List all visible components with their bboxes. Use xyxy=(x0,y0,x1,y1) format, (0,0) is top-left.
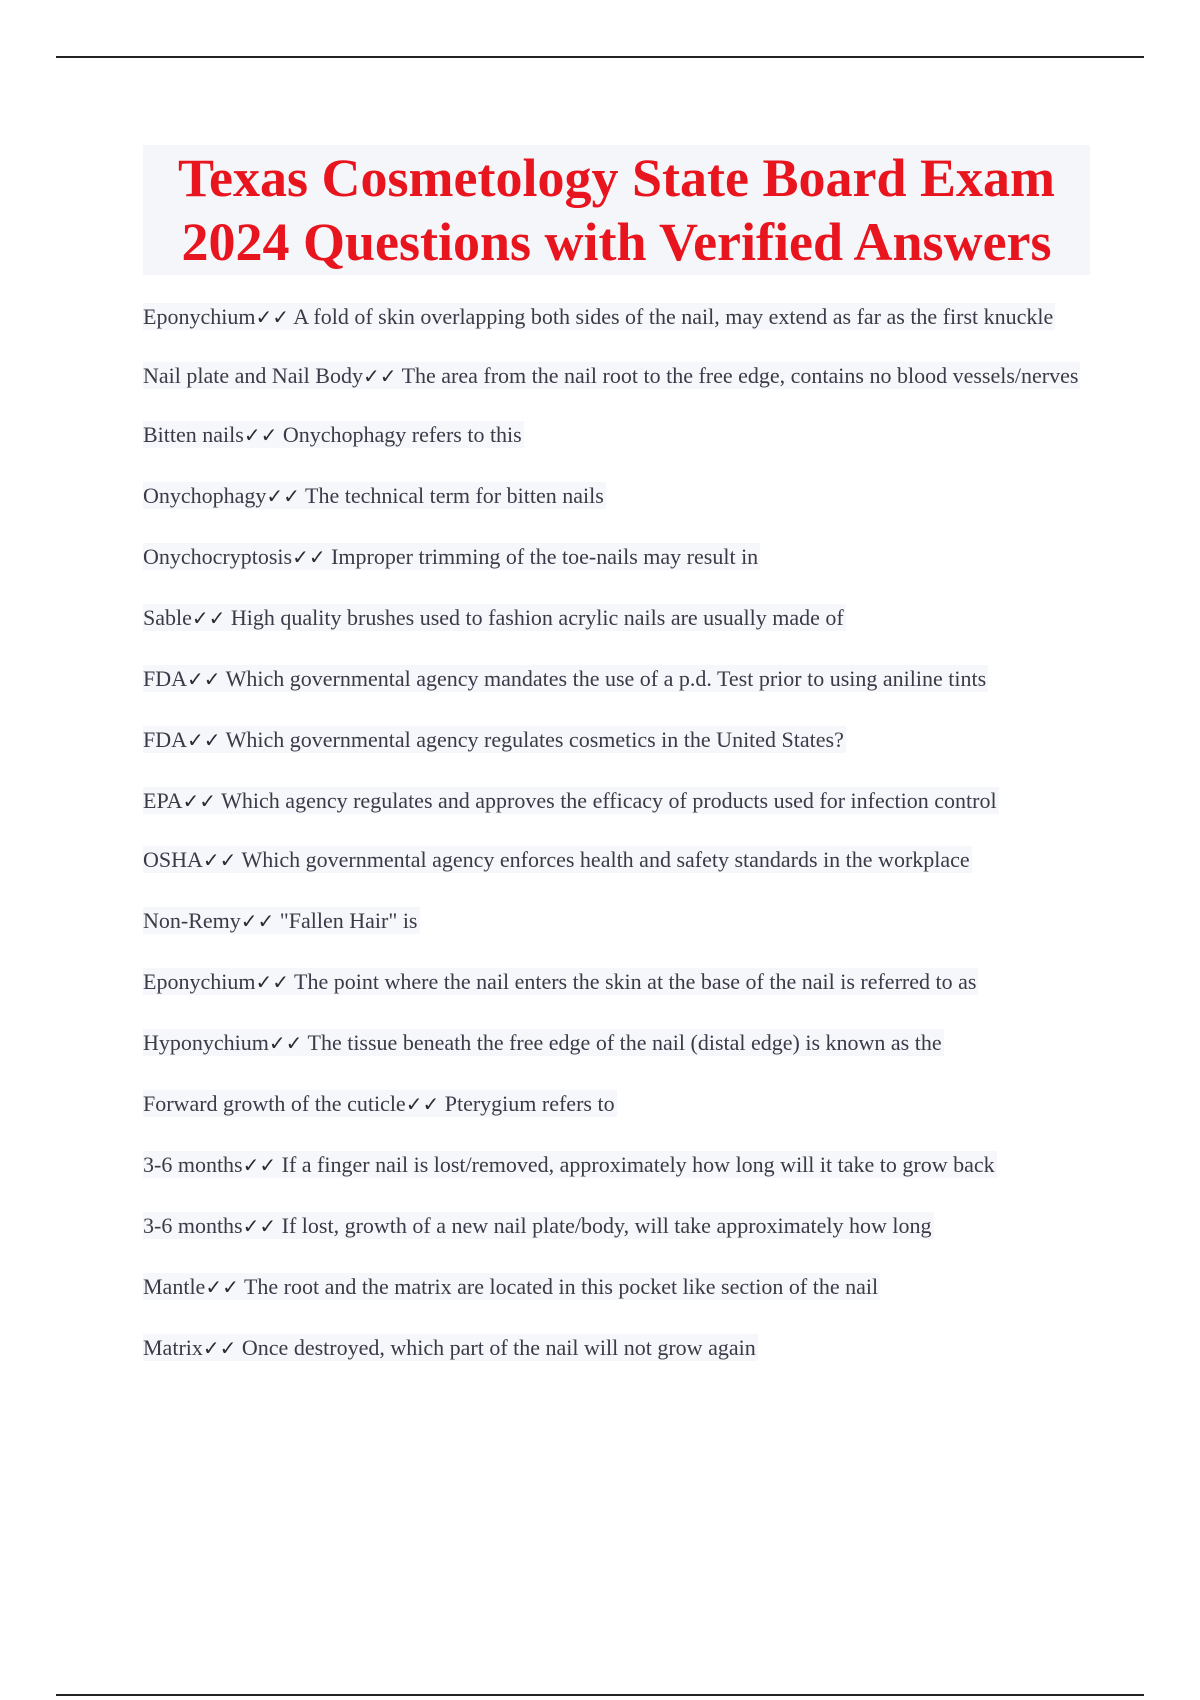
qa-item xyxy=(143,302,1083,332)
qa-item xyxy=(143,1333,1083,1363)
qa-term: EPA xyxy=(143,788,183,813)
qa-item-text xyxy=(143,543,760,570)
double-check-icon: ✓✓ xyxy=(255,305,289,329)
qa-item xyxy=(143,786,1083,816)
double-check-icon: ✓✓ xyxy=(362,364,397,388)
qa-item xyxy=(143,603,1083,633)
qa-item xyxy=(143,845,1083,875)
qa-item-text xyxy=(143,1090,617,1117)
qa-definition: Which governmental agency regulates cosmetics in the United States? xyxy=(220,727,844,752)
qa-definition: A fold of skin overlapping both sides of the nail, may extend as far as the first knuckle xyxy=(288,304,1054,329)
double-check-icon: ✓✓ xyxy=(243,423,278,447)
top-rule xyxy=(56,56,1144,58)
qa-item-text xyxy=(143,846,972,873)
document-title: Texas Cosmetology State Board Exam 2024 Questions with Verified Answers xyxy=(178,148,1055,272)
double-check-icon: ✓✓ xyxy=(182,789,217,813)
qa-item-text xyxy=(143,482,606,509)
qa-definition: The root and the matrix are located in this pocket like section of the nail xyxy=(238,1274,879,1299)
double-check-icon: ✓✓ xyxy=(205,1275,239,1299)
double-check-icon: ✓✓ xyxy=(242,1153,277,1177)
qa-term: 3-6 months xyxy=(143,1213,243,1238)
qa-term: 3-6 months xyxy=(143,1152,243,1177)
qa-item xyxy=(143,1272,1083,1302)
qa-item xyxy=(143,906,1083,936)
qa-definition: If lost, growth of a new nail plate/body, will take approximately how long xyxy=(276,1213,932,1238)
double-check-icon: ✓✓ xyxy=(187,728,221,752)
qa-item xyxy=(143,664,1083,694)
qa-item xyxy=(143,420,1083,450)
qa-item-text xyxy=(143,665,988,692)
qa-definition: Once destroyed, which part of the nail will not grow again xyxy=(236,1335,756,1360)
qa-term: Non-Remy xyxy=(143,908,241,933)
qa-definition: The technical term for bitten nails xyxy=(299,483,604,508)
qa-item xyxy=(143,1211,1083,1241)
qa-definition: Improper trimming of the toe-nails may result in xyxy=(325,544,759,569)
qa-definition: "Fallen Hair" is xyxy=(274,908,418,933)
qa-term: Hyponychium xyxy=(143,1030,269,1055)
double-check-icon: ✓✓ xyxy=(191,606,226,630)
qa-item-text xyxy=(143,421,524,448)
qa-definition: Which agency regulates and approves the efficacy of products used for infection control xyxy=(216,788,997,813)
qa-definition: Onychophagy refers to this xyxy=(277,422,522,447)
qa-definition: Which governmental agency mandates the use of a p.d. Test prior to using aniline tints xyxy=(220,666,987,691)
qa-item-text xyxy=(143,726,846,753)
qa-item xyxy=(143,361,1083,391)
qa-item xyxy=(143,542,1083,572)
double-check-icon: ✓✓ xyxy=(202,848,237,872)
qa-item-text xyxy=(143,1212,934,1239)
double-check-icon: ✓✓ xyxy=(292,545,326,569)
qa-item xyxy=(143,967,1083,997)
qa-list xyxy=(143,302,1083,1394)
qa-definition: High quality brushes used to fashion acrylic nails are usually made of xyxy=(225,605,844,630)
qa-term: Eponychium xyxy=(143,304,256,329)
qa-term: Sable xyxy=(143,605,192,630)
qa-definition: The tissue beneath the free edge of the nail (distal edge) is known as the xyxy=(302,1030,942,1055)
qa-term: Mantle xyxy=(143,1274,206,1299)
qa-item xyxy=(143,1150,1083,1180)
qa-term: Matrix xyxy=(143,1335,203,1360)
qa-item-text xyxy=(143,907,420,934)
qa-item xyxy=(143,1028,1083,1058)
qa-item-text xyxy=(143,362,1080,389)
qa-definition: Pterygium refers to xyxy=(439,1091,615,1116)
double-check-icon: ✓✓ xyxy=(240,909,275,933)
bottom-rule xyxy=(56,1694,1144,1696)
qa-item-text xyxy=(143,1151,997,1178)
qa-term: OSHA xyxy=(143,847,203,872)
double-check-icon: ✓✓ xyxy=(268,1031,303,1055)
title-banner xyxy=(143,145,1090,275)
qa-item xyxy=(143,1089,1083,1119)
qa-item xyxy=(143,725,1083,755)
double-check-icon: ✓✓ xyxy=(202,1336,237,1360)
double-check-icon: ✓✓ xyxy=(187,667,221,691)
qa-item-text xyxy=(143,1273,880,1300)
qa-item-text xyxy=(143,968,978,995)
qa-definition: Which governmental agency enforces health and safety standards in the workplace xyxy=(236,847,970,872)
double-check-icon: ✓✓ xyxy=(242,1214,277,1238)
qa-definition: If a finger nail is lost/removed, approximately how long will it take to grow back xyxy=(276,1152,995,1177)
qa-definition: The area from the nail root to the free edge, contains no blood vessels/nerves xyxy=(396,363,1079,388)
double-check-icon: ✓✓ xyxy=(266,484,300,508)
qa-term: FDA xyxy=(143,727,188,752)
qa-definition: The point where the nail enters the skin at the base of the nail is referred to as xyxy=(288,969,977,994)
qa-term: FDA xyxy=(143,666,188,691)
qa-item-text xyxy=(143,787,999,814)
qa-item-text xyxy=(143,604,846,631)
qa-term: Bitten nails xyxy=(143,422,244,447)
qa-term: Eponychium xyxy=(143,969,256,994)
qa-item xyxy=(143,481,1083,511)
qa-term: Nail plate and Nail Body xyxy=(143,363,363,388)
qa-item-text xyxy=(143,1334,758,1361)
qa-term: Onychocryptosis xyxy=(143,544,293,569)
double-check-icon: ✓✓ xyxy=(255,970,289,994)
double-check-icon: ✓✓ xyxy=(405,1092,440,1116)
qa-item-text xyxy=(143,1029,944,1056)
qa-term: Onychophagy xyxy=(143,483,267,508)
qa-term: Forward growth of the cuticle xyxy=(143,1091,406,1116)
qa-item-text xyxy=(143,303,1055,330)
